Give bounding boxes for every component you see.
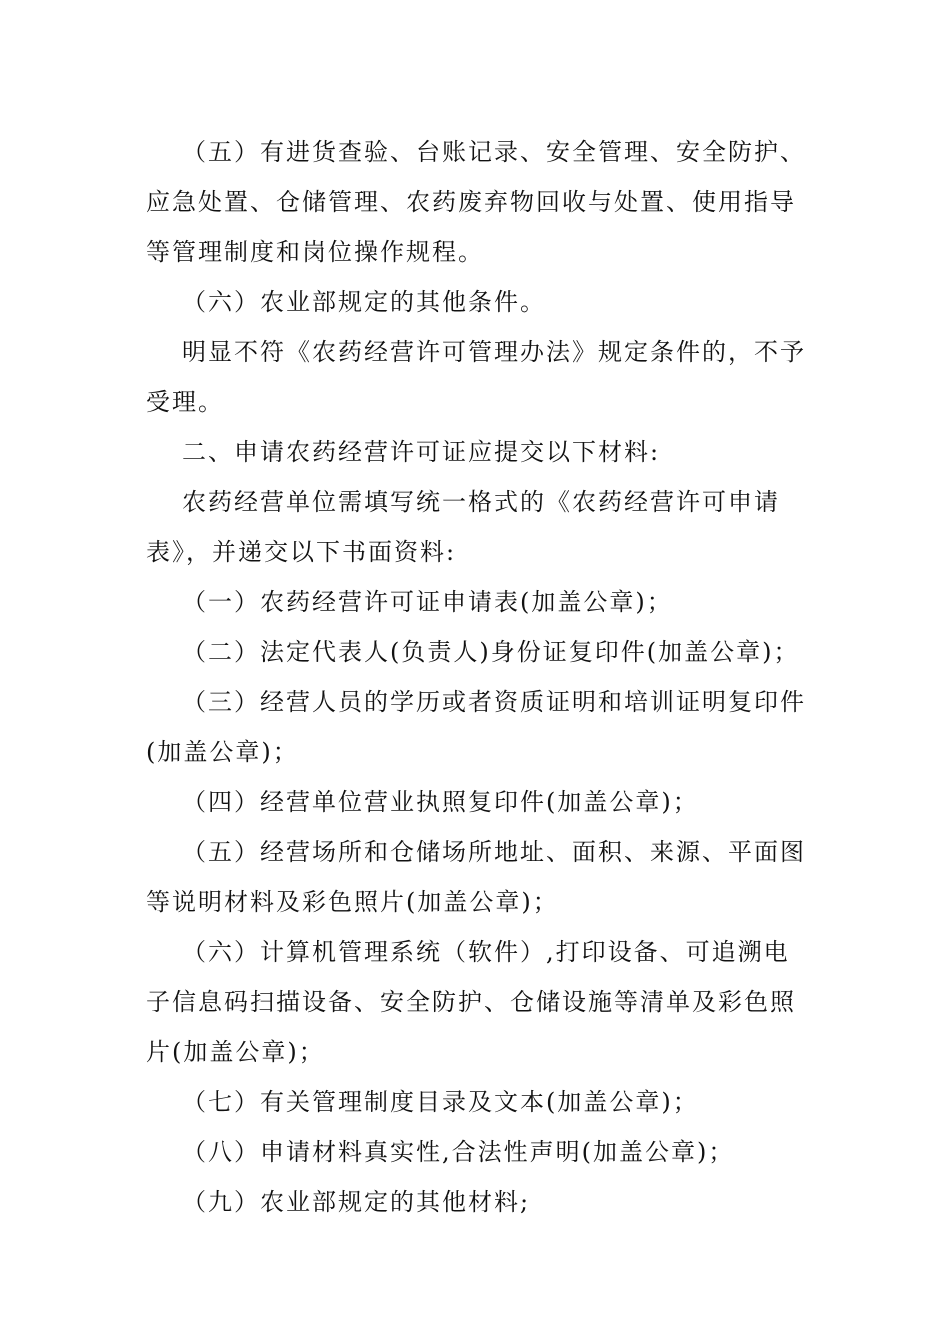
list-item-3: （三）经营人员的学历或者资质证明和培训证明复印件(加盖公章)；	[146, 688, 806, 766]
list-item-1: （一）农药经营许可证申请表(加盖公章)；	[182, 588, 673, 616]
list-item-6: （六）计算机管理系统（软件）,打印设备、可追溯电子信息码扫描设备、安全防护、仓储设施等清单及彩色照片(加盖公章)；	[146, 938, 796, 1066]
paragraph-5-management-systems: （五）有进货查验、台账记录、安全管理、安全防护、应急处置、仓储管理、农药废弃物回收与处置、使用指导等管理制度和岗位操作规程。	[146, 138, 806, 266]
section-heading-materials: 二、申请农药经营许可证应提交以下材料:	[182, 438, 661, 466]
list-item-4: （四）经营单位营业执照复印件(加盖公章)；	[182, 788, 699, 816]
paragraph-application-form: 农药经营单位需填写统一格式的《农药经营许可申请表》，并递交以下书面资料:	[146, 488, 780, 566]
list-item-9: （九）农业部规定的其他材料;	[182, 1188, 531, 1216]
paragraph-not-accepted: 明显不符《农药经营许可管理办法》规定条件的，不予受理。	[146, 338, 806, 416]
list-item-8: （八）申请材料真实性,合法性声明(加盖公章)；	[182, 1138, 735, 1166]
list-item-5: （五）经营场所和仓储场所地址、面积、来源、平面图等说明材料及彩色照片(加盖公章)；	[146, 838, 806, 916]
list-item-7: （七）有关管理制度目录及文本(加盖公章)；	[182, 1088, 699, 1116]
paragraph-6-other-conditions: （六）农业部规定的其他条件。	[182, 288, 546, 316]
list-item-2: （二）法定代表人(负责人)身份证复印件(加盖公章)；	[182, 638, 800, 666]
